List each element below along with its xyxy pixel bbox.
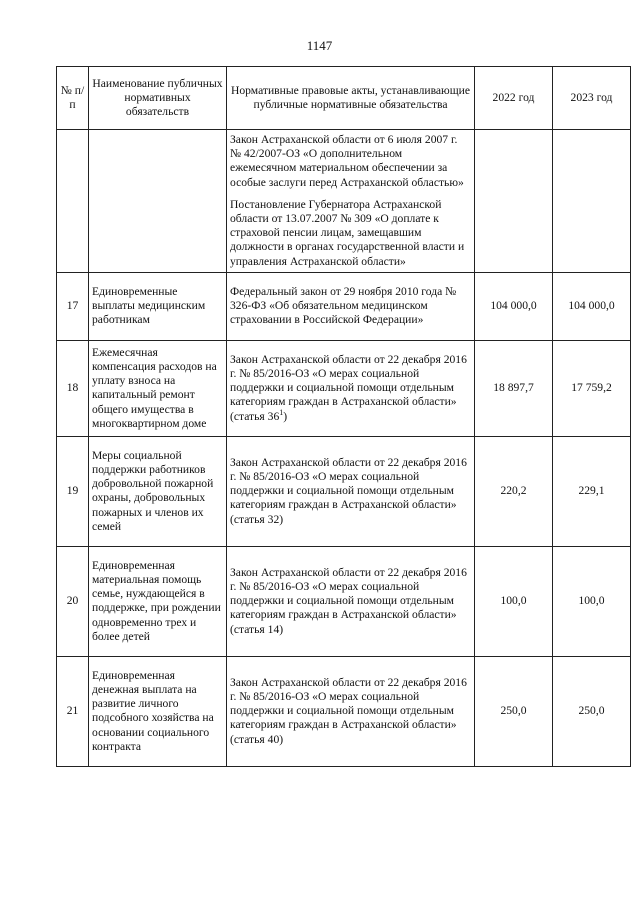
table-row: [57, 656, 631, 766]
act-text: Закон Астраханской области от 22 декабря 2016 г. № 85/2016-ОЗ «О мерах социальной поддержки и социальной помощи отдельным категориям граждан в Астраханской области»: [230, 352, 467, 409]
article-ref: (статья 14): [230, 622, 284, 636]
cell-num: 18: [57, 340, 89, 436]
cell-2022: 220,2: [475, 436, 553, 546]
act-text: Федеральный закон от 29 ноября 2010 года № 326-ФЗ «Об обязательном медицинском страховании в Российской Федерации»: [230, 285, 457, 327]
article-ref: (статья 40): [230, 732, 284, 746]
article-ref: (статья 32): [230, 512, 284, 526]
cell-2022: 104 000,0: [475, 272, 553, 340]
cell-2022: 100,0: [475, 546, 553, 656]
cell-2023: 229,1: [553, 436, 631, 546]
cell-2023: 17 759,2: [553, 340, 631, 436]
page-number: 1147: [306, 38, 333, 53]
cell-name: Единовременные выплаты медицинским работникам: [89, 272, 227, 340]
act-text: Закон Астраханской области от 22 декабря 2016 г. № 85/2016-ОЗ «О мерах социальной поддержки и социальной помощи отдельным категориям граждан в Астраханской области»: [230, 675, 467, 732]
cell-num: [57, 130, 89, 273]
table-header-row: [57, 67, 631, 130]
cell-2023: 100,0: [553, 546, 631, 656]
act-text: Постановление Губернатора Астраханской области от 13.07.2007 № 309 «О доплате к страховой пенсии лицам, замещавшим должности в органах государственной власти и управления Астраханской области»: [230, 197, 465, 268]
cell-num: 20: [57, 546, 89, 656]
article-close: ): [283, 409, 288, 423]
header-year-2023: 2023 год: [553, 67, 631, 130]
table-row: [57, 436, 631, 546]
article-superscript: 1: [279, 407, 284, 417]
act-text: Закон Астраханской области от 6 июля 2007 г. № 42/2007-ОЗ «О дополнительном ежемесячном материальном обеспечении за особые заслуги перед Астраханской областью»: [230, 133, 464, 189]
cell-2022: 250,0: [475, 656, 553, 766]
cell-acts: [227, 656, 475, 766]
cell-name: [89, 130, 227, 273]
cell-name: Меры социальной поддержки работников добровольной пожарной охраны, добровольных пожарных и членов их семей: [89, 436, 227, 546]
header-num: № п/п: [57, 67, 89, 130]
cell-num: 19: [57, 436, 89, 546]
act-text: Закон Астраханской области от 22 декабря 2016 г. № 85/2016-ОЗ «О мерах социальной поддержки и социальной помощи отдельным категориям граждан в Астраханской области»: [230, 565, 467, 622]
cell-2023: 250,0: [553, 656, 631, 766]
cell-acts: [227, 546, 475, 656]
table-row-continuation: [57, 130, 631, 273]
cell-2022: 18 897,7: [475, 340, 553, 436]
cell-acts: [227, 130, 475, 273]
table-row: [57, 546, 631, 656]
cell-2023: [553, 130, 631, 273]
obligations-table: [56, 66, 631, 767]
cell-acts: [227, 272, 475, 340]
cell-name: Единовременная материальная помощь семье, нуждающейся в поддержке, при рождении одновременно трех и более детей: [89, 546, 227, 656]
cell-name: Ежемесячная компенсация расходов на уплату взноса на капитальный ремонт общего имущества в многоквартирном доме: [89, 340, 227, 436]
header-year-2022: 2022 год: [475, 67, 553, 130]
header-acts: Нормативные правовые акты, устанавливающие публичные нормативные обязательства: [227, 67, 475, 130]
cell-num: 17: [57, 272, 89, 340]
cell-num: 21: [57, 656, 89, 766]
cell-2023: 104 000,0: [553, 272, 631, 340]
act-text: Закон Астраханской области от 22 декабря 2016 г. № 85/2016-ОЗ «О мерах социальной поддержки и социальной помощи отдельным категориям граждан в Астраханской области»: [230, 455, 467, 512]
cell-2022: [475, 130, 553, 273]
cell-acts: [227, 436, 475, 546]
table-row: [57, 272, 631, 340]
article-text: (статья 36: [230, 409, 280, 423]
header-name: Наименование публичных нормативных обязательств: [89, 67, 227, 130]
cell-name: Единовременная денежная выплата на развитие личного подсобного хозяйства на основании социального контракта: [89, 656, 227, 766]
table-row: [57, 340, 631, 436]
cell-acts: [227, 340, 475, 436]
article-ref: [230, 407, 288, 423]
